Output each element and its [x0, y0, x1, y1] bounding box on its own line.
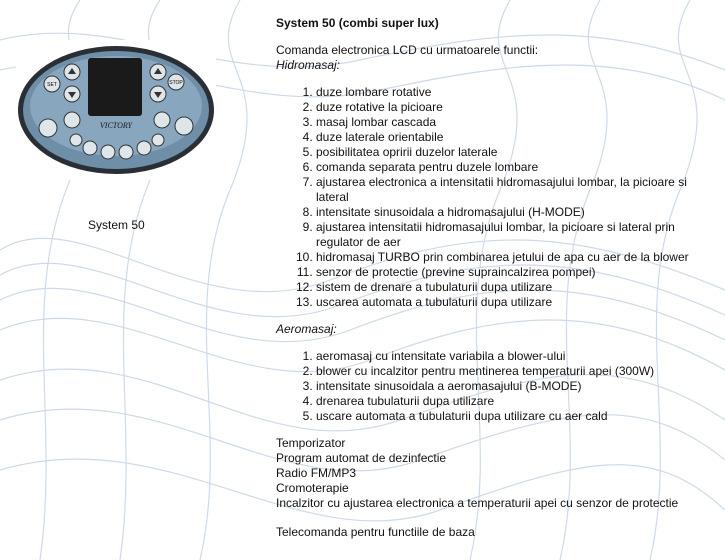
stop-button-label: STOP	[169, 80, 183, 86]
list-item: 13. uscarea automata a tubulaturii dupa utilizare	[316, 295, 716, 310]
aeromassage-label: Aeromasaj:	[276, 322, 337, 336]
list-item: 5. uscare automata a tubulaturii dupa utilizare cu aer cald	[316, 409, 716, 424]
remote-control-note: Telecomanda pentru functiile de baza	[276, 525, 475, 539]
list-item: 8. intensitate sinusoidala a hidromasajului (H-MODE)	[316, 205, 716, 220]
brand-logo: VICTORY	[99, 121, 133, 130]
product-title: System 50 (combi super lux)	[276, 16, 439, 30]
product-description	[276, 16, 716, 540]
list-item: 2. duze rotative la picioare	[316, 100, 716, 115]
feature-line: Program automat de dezinfectie	[276, 451, 447, 465]
list-item: 7. ajustarea electronica a intensitatii hidromasajului lombar, la picioare si lateral	[316, 175, 716, 205]
feature-line: Temporizator	[276, 436, 346, 450]
hydromassage-label: Hidromasaj:	[276, 58, 341, 72]
list-item: 1. aeromasaj cu intensitate variabila a blower-ului	[316, 349, 716, 364]
intro-text: Comanda electronica LCD cu urmatoarele functii:	[276, 43, 539, 57]
list-item: 1. duze lombare rotative	[316, 85, 716, 100]
list-item: 5. posibilitatea opririi duzelor laterale	[316, 145, 716, 160]
list-item: 9. ajustarea intensitatii hidromasajului lombar, la picioare si lateral prin regulator de aer	[316, 220, 716, 250]
list-item: 10. hidromasaj TURBO prin combinarea jetului de apa cu aer de la blower	[316, 250, 716, 265]
feature-line: Incalzitor cu ajustarea electronica a temperaturii apei cu senzor de protectie	[276, 496, 679, 510]
list-item: 3. intensitate sinusoidala a aeromasajului (B-MODE)	[316, 379, 716, 394]
extra-features	[276, 436, 716, 511]
list-item: 3. masaj lombar cascada	[316, 115, 716, 130]
list-item: 11. senzor de protectie (previne supraincalzirea pompei)	[316, 265, 716, 280]
list-item: 12. sistem de drenare a tubulaturii dupa utilizare	[316, 280, 716, 295]
photo-caption: System 50	[88, 218, 145, 232]
control-panel-illustration	[16, 40, 216, 180]
hydromassage-list	[276, 85, 716, 310]
aeromassage-list	[276, 349, 716, 424]
list-item: 4. duze laterale orientabile	[316, 130, 716, 145]
lcd-screen	[88, 58, 142, 116]
list-item: 2. blower cu incalzitor pentru mentinerea temperaturii apei (300W)	[316, 364, 716, 379]
feature-line: Radio FM/MP3	[276, 466, 357, 480]
set-button-label: SET	[47, 82, 57, 88]
list-item: 4. drenarea tubulaturii dupa utilizare	[316, 394, 716, 409]
list-item: 6. comanda separata pentru duzele lombare	[316, 160, 716, 175]
feature-line: Cromoterapie	[276, 481, 349, 495]
control-panel-photo	[16, 40, 216, 180]
